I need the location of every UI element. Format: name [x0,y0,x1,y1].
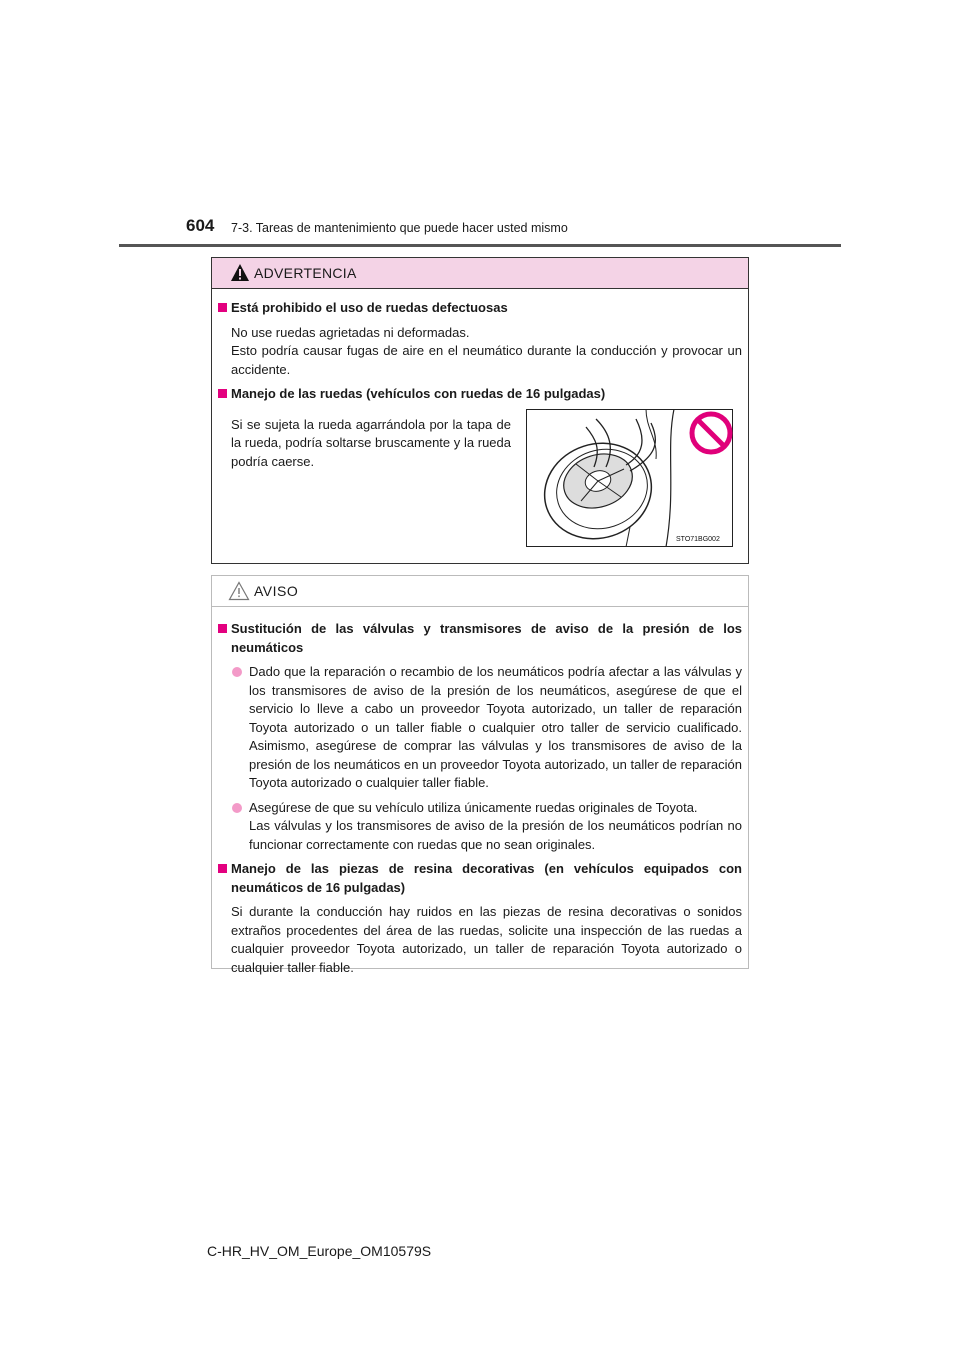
notice-section-2-text: Si durante la conducción hay ruidos en las piezas de resina decorativas o sonidos extraños procedentes del área de las ruedas, solicite una inspección de las ruedas a cualquier proveedor Toyota autorizado, un taller de reparación Toyota autorizado o cualquier taller fiable. [231,904,742,975]
round-bullet-icon [232,667,242,677]
notice-label: AVISO [254,583,299,599]
square-bullet-icon [218,303,227,312]
warning-header [212,258,748,289]
wheel-handling-illustration [526,409,733,547]
round-bullet-icon [232,803,242,813]
document-id: C-HR_HV_OM_Europe_OM10579S [207,1243,432,1259]
notice-box [211,575,749,975]
figure-code: STO71BG002 [676,536,720,543]
square-bullet-icon [218,864,227,873]
warning-label: ADVERTENCIA [254,265,357,281]
section-title: 7-3. Tareas de mantenimiento que puede hacer usted mismo [231,221,568,235]
notice-section-1-title: Sustitución de las válvulas y transmisores de aviso de la presión de los neumáticos [218,620,742,657]
caution-triangle-icon [228,581,250,601]
warning-section-2-text: Si se sujeta la rueda agarrándola por la tapa de la rueda, podría soltarse bruscamente y la rueda podría caerse. [231,416,511,469]
notice-section-2-title: Manejo de las piezas de resina decorativas (en vehículos equipados con neumáticos de 16 pulgadas) [218,860,742,897]
page-number: 604 [186,216,215,235]
warning-section-1-title: Está prohibido el uso de ruedas defectuosas [218,299,742,318]
warning-box [211,257,749,564]
notice-bullet-1: Dado que la reparación o recambio de los neumáticos podría afectar a las válvulas y los transmisores de aviso de la presión de los neumáticos, asegúrese de que el servicio lo lleve a cabo un proveedor Toyota autorizado, un taller de reparación Toyota autorizado o un taller fiable o cualquier otro taller de servicio cualificado. Asimismo, asegúrese de comprar las válvulas y los transmisores de aviso de la presión de los neumáticos en un proveedor Toyota autorizado, un taller de reparación Toyota autorizado o cualquier taller fiable. [218,663,742,793]
notice-header [212,576,748,607]
warning-section-2-title: Manejo de las ruedas (vehículos con ruedas de 16 pulgadas) [218,385,742,404]
warning-section-1-text: No use ruedas agrietadas ni deformadas. Esto podría causar fugas de aire en el neumático durante la conducción y provocar un accidente. [231,324,742,377]
warning-triangle-icon [230,263,250,282]
header-divider [119,244,841,247]
square-bullet-icon [218,624,227,633]
square-bullet-icon [218,389,227,398]
notice-bullet-2: Asegúrese de que su vehículo utiliza únicamente ruedas originales de Toyota. Las válvulas y los transmisores de aviso de la presión de los neumáticos podrían no funcionar correctamente con ruedas que no sean originales. [218,799,742,855]
